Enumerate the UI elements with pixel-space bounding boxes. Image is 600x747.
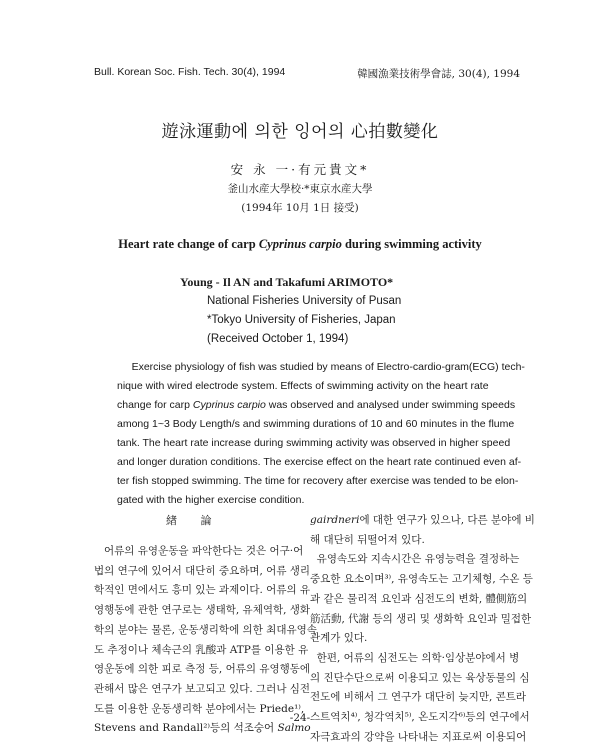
body-line: 어류의 유영운동을 파악한다는 것은 어구·어 xyxy=(104,545,304,557)
english-title-part2: during swimming activity xyxy=(341,237,482,251)
body-text: Stevens and Randall²⁾등의 석조숭어 xyxy=(94,722,278,735)
korean-received-date: (1994年 10月 1日 接受) xyxy=(241,202,359,214)
abstract-species: Cyprinus carpio xyxy=(192,399,266,411)
english-title xyxy=(0,237,600,252)
body-line: 영운동에 의한 피로 측정 등, 어류의 유영행동에 xyxy=(94,663,311,676)
section-heading-introduction: 緖 論 xyxy=(166,514,222,527)
page-number: -24- xyxy=(289,712,311,724)
body-line: 학적인 면에서도 흥미 있는 과제이다. 어류의 유 xyxy=(94,584,311,597)
abstract-text: was observed and analysed under swimming speeds xyxy=(265,399,516,411)
korean-authors: 安 永 一·有元貴文* xyxy=(230,162,370,177)
body-line: 의 진단수단으로써 이용되고 있는 육상동물의 심 xyxy=(310,671,530,684)
abstract-line: gated with the higher exercise condition. xyxy=(117,494,305,506)
english-authors: Young - Il AN and Takafumi ARIMOTO* xyxy=(180,275,394,289)
journal-header-korean: 韓國漁業技術學會誌, 30(4), 1994 xyxy=(357,68,520,80)
left-column xyxy=(94,542,317,739)
abstract-line: ter fish stopped swimming. The time for recovery after exercise was tended to be elon- xyxy=(117,475,519,487)
abstract-line: nique with wired electrode system. Effects of swimming activity on the heart rate xyxy=(117,380,489,392)
english-title-species: Cyprinus carpio xyxy=(258,237,342,251)
body-line: 도를 이용한 운동생리학 분야에서는 Priede¹⁾, xyxy=(94,702,305,715)
korean-title: 遊泳運動에 의한 잉어의 心拍數變化 xyxy=(161,122,439,142)
body-line: 과 같은 물리적 요인과 심전도의 변화, 體側筋의 xyxy=(310,592,528,605)
english-affiliation-line: *Tokyo University of Fisheries, Japan xyxy=(207,314,396,326)
korean-affiliation: 釜山水産大學校·*東京水産大學 xyxy=(227,183,373,195)
body-line xyxy=(310,511,535,531)
abstract xyxy=(117,358,525,510)
body-line: 유영속도와 지속시간은 유영능력을 결정하는 xyxy=(310,553,520,566)
body-species: Salmo xyxy=(277,722,311,735)
journal-header-english: Bull. Korean Soc. Fish. Tech. 30(4), 1994 xyxy=(94,66,286,78)
body-line: 자극효과의 강약을 나타내는 지표로써 이용되어 xyxy=(310,730,527,743)
abstract-line: tank. The heart rate increase during swimming activity was observed in higher speed xyxy=(117,437,511,449)
abstract-line: and longer duration conditions. The exercise effect on the heart rate continued even af- xyxy=(117,456,522,468)
english-received-date: (Received October 1, 1994) xyxy=(207,333,349,345)
body-line: 筋活動, 代謝 등의 생리 및 생화학 요인과 밀접한 xyxy=(310,612,532,625)
body-line: 중요한 요소이며³⁾, 유영속도는 고기체형, 수온 등 xyxy=(310,573,533,586)
body-line: 한편, 어류의 심전도는 의학·임상분야에서 병 xyxy=(310,651,520,664)
body-line: 전도에 비해서 그 연구가 대단히 늦지만, 콘트라 xyxy=(310,691,527,704)
body-line: 법의 연구에 있어서 대단히 중요하며, 어류 생리 xyxy=(94,564,311,577)
abstract-line xyxy=(117,396,516,415)
body-line: 해 대단히 뒤떨어져 있다. xyxy=(310,533,425,546)
english-affiliation-line: National Fisheries University of Pusan xyxy=(207,295,402,307)
body-species: gairdneri xyxy=(310,514,360,526)
body-line: 영행동에 관한 연구로는 생태학, 유체역학, 생화 xyxy=(94,604,311,617)
abstract-text: change for carp xyxy=(117,399,193,411)
abstract-line: Exercise physiology of fish was studied by means of Electro-cardio-gram(ECG) tech- xyxy=(117,361,525,373)
english-title-part1: Heart rate change of carp xyxy=(118,237,259,251)
body-line: 학의 분야는 물론, 운동생리학에 의한 최대유영속 xyxy=(94,623,317,636)
body-line: 관계가 있다. xyxy=(310,632,368,645)
abstract-line: among 1~3 Body Length/s and swimming durations of 10 and 60 minutes in the flume xyxy=(117,418,515,430)
body-line: 도 추정이나 체속근의 乳酸과 ATP를 이용한 유 xyxy=(94,643,309,656)
body-line: 관해서 많은 연구가 보고되고 있다. 그러나 심전 xyxy=(94,682,311,695)
body-line: 스트역치⁴⁾, 청각역치⁵⁾, 온도지각⁶⁾등의 연구에서 xyxy=(310,711,530,724)
body-text: 에 대한 연구가 있으나, 다른 분야에 비 xyxy=(359,514,535,526)
